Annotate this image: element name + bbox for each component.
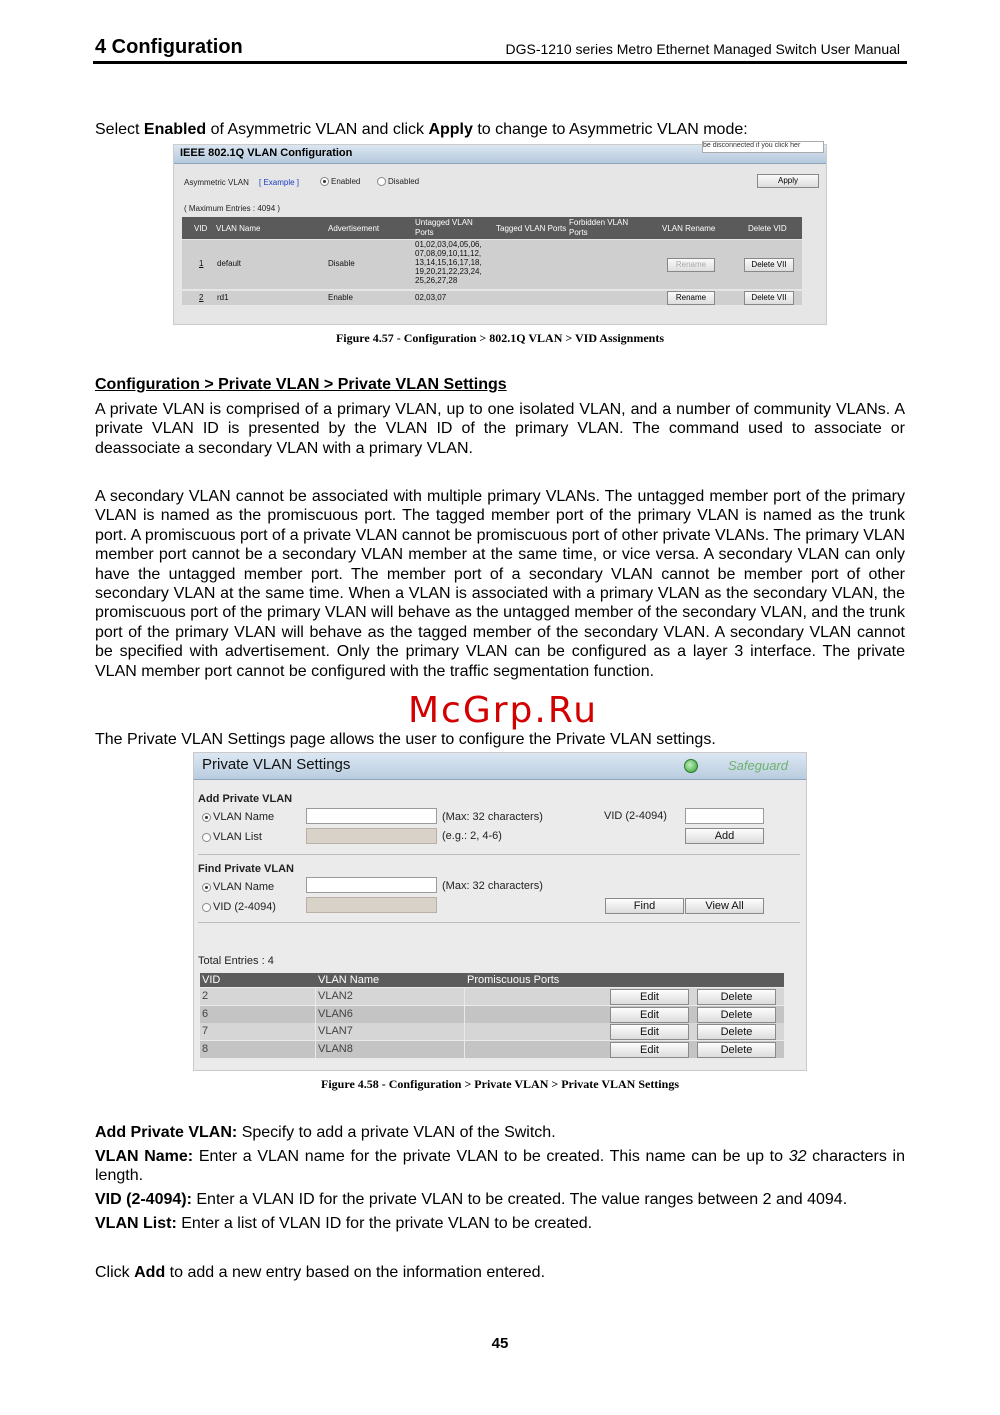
add-list-hint: (e.g.: 2, 4-6) — [442, 830, 502, 842]
private-vlan-screenshot — [193, 752, 807, 1071]
find-name-hint: (Max: 32 characters) — [442, 880, 543, 892]
col-vid: VID — [202, 974, 221, 986]
divider — [198, 922, 800, 923]
col-advertisement: Advertisement — [328, 224, 380, 233]
add-button[interactable]: Add — [685, 828, 764, 844]
intro-enabled: Enabled — [143, 121, 207, 138]
disabled-label: Disabled — [388, 177, 420, 186]
col-vid: VID — [194, 224, 208, 233]
find-button[interactable]: Find — [605, 898, 684, 914]
definition-number: 32 — [788, 1148, 807, 1165]
disabled-radio[interactable] — [377, 177, 419, 186]
delete-button[interactable]: Delete — [697, 1007, 776, 1023]
vid-cell: 7 — [202, 1025, 209, 1037]
col-promiscuous-ports: Promiscuous Ports — [467, 974, 560, 986]
intro-text: Select — [95, 121, 144, 138]
add-private-vlan-heading: Add Private VLAN — [198, 793, 293, 805]
term: VLAN Name: — [95, 1148, 194, 1165]
private-vlan-table-header — [200, 973, 784, 987]
ports-line: 01,02,03,04,05,06, — [415, 240, 482, 249]
col-vlan-name: VLAN Name — [216, 224, 261, 233]
advertisement: Disable — [328, 259, 355, 268]
section-heading: Configuration > Private VLAN > Private VLAN Settings — [95, 376, 507, 393]
safeguard-icon — [684, 759, 698, 773]
delete-button[interactable]: Delete — [697, 1042, 776, 1058]
definition: Enter a VLAN name for the private VLAN to be created. This name can be up to — [193, 1148, 789, 1165]
table-row — [182, 291, 802, 305]
vid-cell: 6 — [202, 1008, 209, 1020]
add-name-label: VLAN Name — [213, 811, 275, 823]
intro-text: to change to Asymmetric VLAN mode: — [472, 121, 748, 138]
divider — [198, 854, 800, 855]
vlan-name: rd1 — [217, 293, 229, 302]
safeguard-label: Safeguard — [728, 758, 788, 773]
apply-button[interactable]: Apply — [757, 174, 819, 188]
definition: to add a new entry based on the information entered. — [165, 1264, 546, 1281]
radio-empty-icon — [377, 177, 386, 186]
add-vlan-name-input[interactable] — [306, 808, 437, 824]
desc-vlan-name — [95, 1147, 905, 1186]
col-rename: VLAN Rename — [662, 224, 716, 233]
header-rule — [93, 61, 907, 64]
panel-titlebar — [194, 753, 806, 780]
vid-link[interactable]: 2 — [199, 293, 204, 302]
vid-label: VID (2-4094) — [604, 810, 667, 822]
find-vid-radio[interactable] — [202, 901, 276, 913]
vlan-name: default — [217, 259, 242, 268]
vid-cell: 8 — [202, 1043, 209, 1055]
radio-selected-icon — [202, 883, 211, 892]
desc-add-private-vlan — [95, 1123, 905, 1142]
panel-title: IEEE 802.1Q VLAN Configuration — [180, 147, 353, 159]
vid-input[interactable] — [685, 808, 764, 824]
col-forbidden-1: Forbidden VLAN — [569, 218, 629, 227]
radio-selected-icon — [202, 813, 211, 822]
col-forbidden-2: Ports — [569, 228, 588, 237]
find-vlan-name-input[interactable] — [306, 877, 437, 893]
term: Add — [134, 1264, 166, 1281]
ports-line: 25,26,27,28 — [415, 276, 458, 285]
total-entries: Total Entries : 4 — [198, 955, 274, 967]
rename-button[interactable]: Rename — [667, 258, 715, 272]
vlan-name-cell: VLAN6 — [318, 1008, 353, 1020]
enabled-label: Enabled — [331, 177, 361, 186]
definition: Enter a list of VLAN ID for the private VLAN to be created. — [176, 1215, 593, 1232]
table-row — [200, 1006, 784, 1023]
figure2-caption: Figure 4.58 - Configuration > Private VLAN > Private VLAN Settings — [321, 1077, 679, 1091]
vid-link[interactable]: 1 — [199, 259, 204, 268]
edit-button[interactable]: Edit — [610, 1007, 689, 1023]
find-vid-input[interactable] — [306, 897, 437, 913]
edit-button[interactable]: Edit — [610, 1042, 689, 1058]
find-name-radio[interactable] — [202, 881, 274, 893]
col-untagged-1: Untagged VLAN — [415, 218, 473, 227]
notice-text: be disconnected if you click her — [702, 141, 824, 153]
term: VLAN List: — [95, 1215, 177, 1232]
watermark: McGrp.Ru — [408, 690, 599, 731]
col-delete: Delete VID — [748, 224, 787, 233]
desc-click-add — [95, 1263, 905, 1282]
add-name-hint: (Max: 32 characters) — [442, 811, 543, 823]
example-link[interactable]: [ Example ] — [259, 178, 300, 187]
advertisement: Enable — [328, 293, 353, 302]
table-row — [200, 1023, 784, 1040]
ports-line: 13,14,15,16,17,18, — [415, 258, 482, 267]
definition: Specify to add a private VLAN of the Switch. — [237, 1124, 556, 1141]
ports-line: 02,03,07 — [415, 293, 447, 302]
vid-cell: 2 — [202, 990, 209, 1002]
delete-button[interactable]: Delete — [697, 989, 776, 1005]
paragraph-3: The Private VLAN Settings page allows the user to configure the Private VLAN settings. — [95, 731, 716, 748]
page-number: 45 — [491, 1335, 509, 1352]
table-row — [182, 240, 802, 289]
definition: Enter a VLAN ID for the private VLAN to be created. The value ranges between 2 and 4094. — [191, 1191, 848, 1208]
vlan-config-screenshot — [173, 144, 827, 325]
vlan-name-cell: VLAN8 — [318, 1043, 353, 1055]
enabled-radio[interactable] — [320, 177, 360, 186]
edit-button[interactable]: Edit — [610, 1024, 689, 1040]
asym-vlan-label: Asymmetric VLAN — [184, 178, 249, 187]
definition: characters in length. — [95, 1148, 906, 1185]
vlan-table-header — [182, 217, 802, 239]
intro-sentence — [95, 120, 905, 139]
intro-text: of Asymmetric VLAN and click — [206, 121, 429, 138]
rename-button[interactable]: Rename — [667, 291, 715, 305]
ports-line: 19,20,21,22,23,24, — [415, 267, 482, 276]
add-name-radio[interactable] — [202, 811, 274, 823]
radio-empty-icon — [202, 903, 211, 912]
desc-vlan-list — [95, 1214, 905, 1233]
intro-apply: Apply — [428, 121, 473, 138]
definition: Click — [95, 1264, 135, 1281]
add-list-label: VLAN List — [213, 831, 262, 843]
add-list-radio[interactable] — [202, 831, 262, 843]
find-vid-label: VID (2-4094) — [213, 901, 276, 913]
chapter-title: 4 Configuration — [95, 36, 243, 58]
col-untagged-2: Ports — [415, 228, 434, 237]
term: Add Private VLAN: — [95, 1124, 238, 1141]
manual-title: DGS-1210 series Metro Ethernet Managed Switch User Manual — [505, 41, 900, 57]
radio-selected-icon — [320, 177, 329, 186]
radio-empty-icon — [202, 833, 211, 842]
paragraph-2: A secondary VLAN cannot be associated with multiple primary VLANs. The untagged member port of the primary VLAN is named as the promiscuous port. The tagged member port of the primary VLAN is named as the trunk port. A promiscuous port of a private VLAN cannot be promiscuous port of other private VLANs. The primary VLAN member port cannot be a secondary VLAN member at the same time, or vice versa. A secondary VLAN can only have the untagged member port. The member port of a secondary VLAN cannot be member port of other secondary VLAN at the same time. When a VLAN is associated with a primary VLAN as the secondary VLAN, the promiscuous port of the primary VLAN will behave as the untagged member of the secondary VLAN, and the trunk port of the primary VLAN will behave as the tagged member of the secondary VLAN. A secondary VLAN cannot be specified with advertisement. Only the primary VLAN can be configured as a layer 3 interface. The private VLAN member port cannot be configured with the traffic segmentation function. — [95, 488, 905, 680]
col-tagged: Tagged VLAN Ports — [496, 224, 567, 233]
paragraph-1: A private VLAN is comprised of a primary VLAN, up to one isolated VLAN, and a number of community VLANs. A private VLAN ID is presented by the VLAN ID of the primary VLAN. The command used to associate or deassociate a secondary VLAN with a primary VLAN. — [95, 401, 905, 457]
ports-line: 07,08,09,10,11,12, — [415, 249, 482, 258]
col-vlan-name: VLAN Name — [318, 974, 380, 986]
vlan-name-cell: VLAN7 — [318, 1025, 353, 1037]
delete-vid-button[interactable]: Delete VII — [744, 258, 794, 272]
delete-button[interactable]: Delete — [697, 1024, 776, 1040]
vlan-name-cell: VLAN2 — [318, 990, 353, 1002]
table-row — [200, 1041, 784, 1058]
figure1-caption: Figure 4.57 - Configuration > 802.1Q VLAN > VID Assignments — [335, 331, 665, 345]
vlan-list-input[interactable] — [306, 828, 437, 844]
max-entries: ( Maximum Entries : 4094 ) — [184, 204, 281, 213]
delete-vid-button[interactable]: Delete VII — [744, 291, 794, 305]
find-private-vlan-heading: Find Private VLAN — [198, 863, 294, 875]
term: VID (2-4094): — [95, 1191, 192, 1208]
find-name-label: VLAN Name — [213, 881, 275, 893]
desc-vid — [95, 1190, 905, 1209]
panel-title: Private VLAN Settings — [202, 756, 351, 773]
view-all-button[interactable]: View All — [685, 898, 764, 914]
table-row — [200, 988, 784, 1005]
edit-button[interactable]: Edit — [610, 989, 689, 1005]
